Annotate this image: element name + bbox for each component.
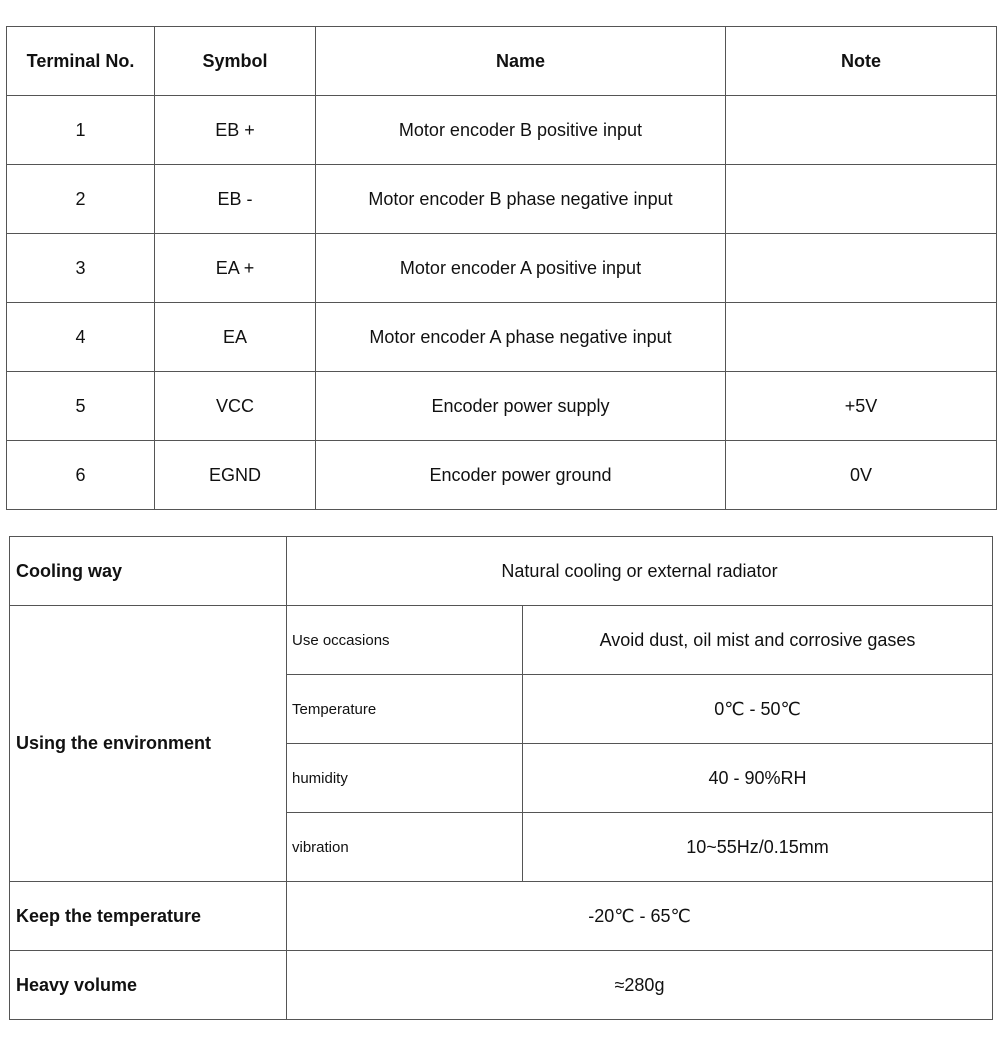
cooling-label: Cooling way xyxy=(10,537,287,606)
humidity-value: 40 - 90%RH xyxy=(523,744,993,813)
symbol-cell: EGND xyxy=(155,441,316,510)
name-cell: Motor encoder B phase negative input xyxy=(316,165,726,234)
note-cell xyxy=(726,303,997,372)
terminal-table xyxy=(6,26,997,510)
symbol-cell: VCC xyxy=(155,372,316,441)
terminal-no-cell: 1 xyxy=(7,96,155,165)
header-terminal-no: Terminal No. xyxy=(7,27,155,96)
note-cell xyxy=(726,96,997,165)
terminal-no-cell: 4 xyxy=(7,303,155,372)
note-cell xyxy=(726,165,997,234)
terminal-header-row xyxy=(7,27,997,96)
table-row xyxy=(7,165,997,234)
note-cell: 0V xyxy=(726,441,997,510)
use-occasions-value: Avoid dust, oil mist and corrosive gases xyxy=(523,606,993,675)
note-cell xyxy=(726,234,997,303)
symbol-cell: EB - xyxy=(155,165,316,234)
spec-table xyxy=(9,536,993,1020)
storage-row xyxy=(10,882,993,951)
vibration-value: 10~55Hz/0.15mm xyxy=(523,813,993,882)
vibration-label: vibration xyxy=(287,813,523,882)
name-cell: Motor encoder A phase negative input xyxy=(316,303,726,372)
storage-temperature-label: Keep the temperature xyxy=(10,882,287,951)
environment-label: Using the environment xyxy=(10,606,287,882)
name-cell: Encoder power supply xyxy=(316,372,726,441)
name-cell: Encoder power ground xyxy=(316,441,726,510)
name-cell: Motor encoder B positive input xyxy=(316,96,726,165)
table-row xyxy=(7,441,997,510)
note-cell: +5V xyxy=(726,372,997,441)
symbol-cell: EB + xyxy=(155,96,316,165)
cooling-row xyxy=(10,537,993,606)
symbol-cell: EA xyxy=(155,303,316,372)
header-name: Name xyxy=(316,27,726,96)
weight-label: Heavy volume xyxy=(10,951,287,1020)
terminal-no-cell: 2 xyxy=(7,165,155,234)
table-row xyxy=(7,234,997,303)
environment-row-occasions xyxy=(10,606,993,675)
header-symbol: Symbol xyxy=(155,27,316,96)
storage-temperature-value: -20℃ - 65℃ xyxy=(287,882,993,951)
weight-row xyxy=(10,951,993,1020)
name-cell: Motor encoder A positive input xyxy=(316,234,726,303)
terminal-no-cell: 6 xyxy=(7,441,155,510)
use-occasions-label: Use occasions xyxy=(287,606,523,675)
table-row xyxy=(7,303,997,372)
symbol-cell: EA + xyxy=(155,234,316,303)
cooling-value: Natural cooling or external radiator xyxy=(287,537,993,606)
table-row xyxy=(7,96,997,165)
header-note: Note xyxy=(726,27,997,96)
terminal-no-cell: 3 xyxy=(7,234,155,303)
humidity-label: humidity xyxy=(287,744,523,813)
temperature-value: 0℃ - 50℃ xyxy=(523,675,993,744)
weight-value: ≈280g xyxy=(287,951,993,1020)
terminal-no-cell: 5 xyxy=(7,372,155,441)
temperature-label: Temperature xyxy=(287,675,523,744)
table-row xyxy=(7,372,997,441)
